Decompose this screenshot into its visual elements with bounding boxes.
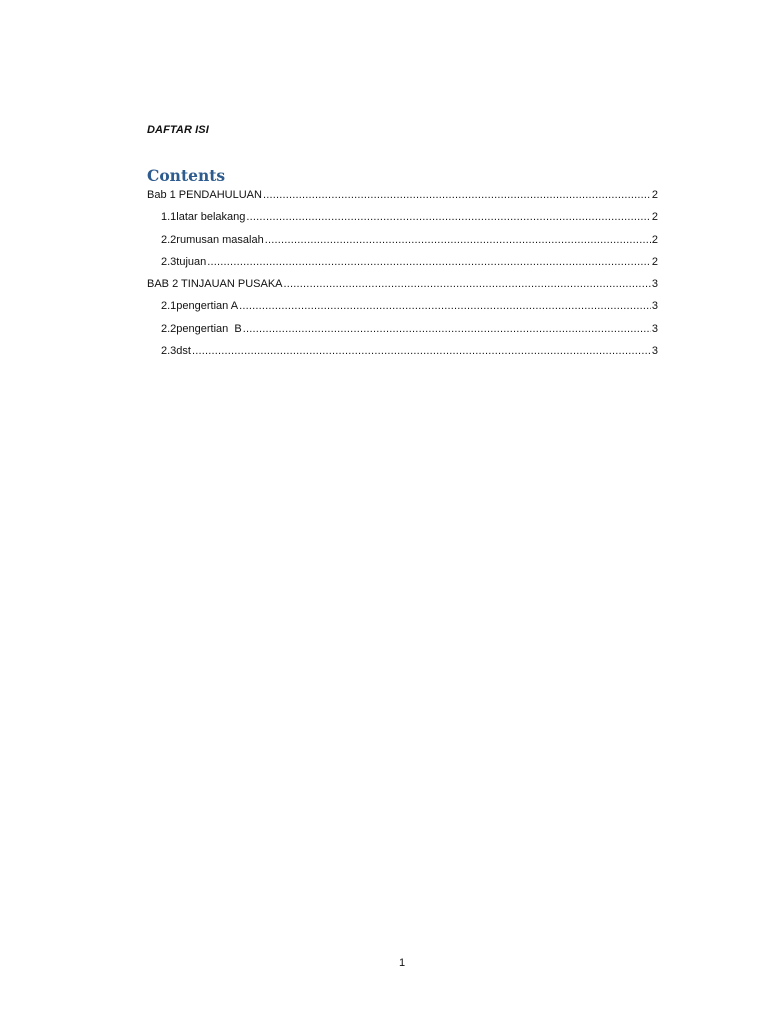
toc-leader-dots [284,276,651,292]
toc-leader-dots [246,209,650,225]
toc-entry-page: 2 [651,211,658,224]
toc-leader-dots [265,232,651,248]
toc-entry-title: 2.3dst [161,345,191,358]
table-of-contents [147,187,658,365]
toc-entry-title: BAB 2 TINJAUAN PUSAKA [147,278,283,291]
page-number: 1 [398,957,406,969]
toc-entry-page: 2 [651,189,658,201]
toc-entry-title: 2.2rumusan masalah [161,233,264,246]
toc-entry-dst[interactable] [147,343,658,365]
toc-leader-dots [243,321,651,337]
toc-entry-pengertian-b[interactable] [147,321,658,343]
toc-entry-tujuan[interactable] [147,254,658,276]
toc-entry-title: 2.3tujuan [161,255,207,268]
toc-entry-title: 2.1pengertian A [161,300,239,313]
toc-entry-page: 2 [651,233,658,246]
toc-entry-title: 2.2pengertian B [161,322,242,335]
toc-entry-rumusan-masalah[interactable] [147,232,658,254]
toc-entry-bab-2[interactable] [147,276,658,298]
toc-entry-pengertian-a[interactable] [147,298,658,320]
toc-leader-dots [263,187,651,203]
toc-entry-title: 1.1latar belakang [161,211,246,224]
toc-entry-title: Bab 1 PENDAHULUAN [147,189,262,201]
toc-leader-dots [192,343,651,359]
toc-entry-page: 3 [651,278,658,291]
toc-leader-dots [239,298,651,314]
toc-entry-bab-1[interactable] [147,187,658,209]
toc-entry-page: 3 [651,322,658,335]
toc-entry-page: 3 [651,300,658,313]
toc-heading: Contents [147,166,226,185]
toc-entry-page: 2 [651,255,658,268]
toc-leader-dots [207,254,651,270]
toc-entry-latar-belakang[interactable] [147,209,658,231]
toc-entry-page: 3 [651,345,658,358]
document-label: DAFTAR ISI [147,124,209,136]
